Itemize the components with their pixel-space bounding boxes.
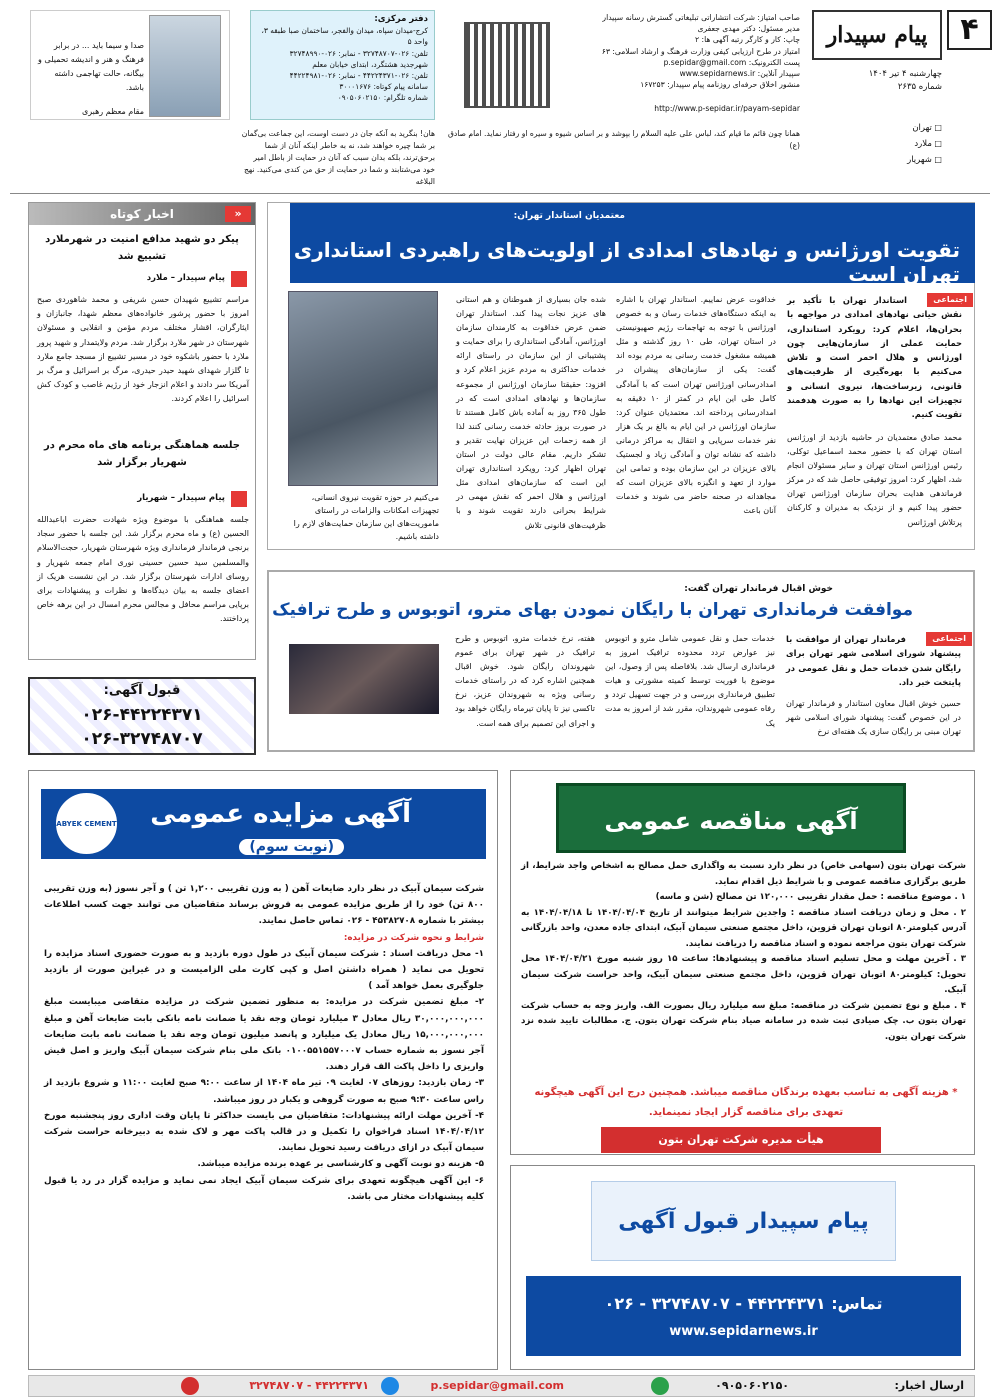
article-column: محمد صادق معتمدیان در حاشیه بازدید از اورژانس استان تهران که با حضور محمد اسماعیل توکلی، رئیس اورژانس استان تهران و سایر مسئولان انجام شد، اظهار کرد: امروز توفیقی حاصل شد که در مرکز فرماندهی هدایت بحران سازمان اورژانس تهران حضور پیدا کنیم و از نزدیک به مدیران و کارکنان پرتلاش اورژانس: [787, 433, 962, 527]
ads-contact-box: [28, 677, 256, 755]
news-headline[interactable]: جلسه هماهنگی برنامه های ماه محرم در شهریار برگزار شد: [43, 440, 241, 468]
page-number: ۴: [947, 10, 992, 50]
chevron-icon: «: [225, 206, 251, 222]
imprint-line: صاحب امتیاز: شرکت انتشاراتی تبلیغاتی گسترش رسانه سپیدار: [602, 13, 800, 22]
news-headline[interactable]: پیکر دو شهید مدافع امنیت در شهرملارد تشییع شد: [45, 234, 239, 262]
auction-conditions-title: شرایط و نحوه شرکت در مزایده:: [343, 932, 484, 943]
advertise-website[interactable]: www.sepidarnews.ir: [669, 1324, 818, 1339]
short-news-sidebar: [28, 202, 256, 660]
qr-code-icon: [464, 22, 550, 108]
imprint-line: پست الکترونیک: p.sepidar@gmail.com: [663, 57, 800, 67]
sidebar-title: اخبار کوتاه: [110, 207, 174, 221]
company-logo-icon: ABYEK CEMENT: [54, 791, 119, 856]
article-kicker: معتمدیان استاندار تهران:: [513, 211, 625, 221]
website-line[interactable]: http://www.p-sepidar.ir/payam-sepidar: [654, 104, 800, 113]
auction-paragraph: ۱- محل دریافت اسناد : شرکت سیمان آبیک در طول دوره بازدید و به صورت حضوری اسناد مزایده را تحویل می نماید ( همراه داشتن اصل و کپی کارت ملی الزامیست و در غیراین صورت از بازدید جلوگیری بعمل خواهد آمد ): [44, 948, 484, 992]
article-emergency: [267, 202, 975, 550]
article-title[interactable]: موافقت فرمانداری تهران با رایگان نمودن بهای مترو، اتوبوس و طرح ترافیک: [272, 600, 913, 620]
office-line: شهرجدید هشتگرد، ابتدای خیابان معلم: [312, 59, 428, 69]
office-line: کرج-میدان سپاه، میدان والفجر، ساختمان صبا طبقه ۳، واحد ۵: [261, 26, 428, 47]
imprint-line: چاپ: کار و کارگر رتبه آگهی ها: ۲: [695, 35, 800, 45]
article-header: [290, 203, 975, 286]
auction-title: آگهی مزایده عمومی: [150, 799, 411, 829]
tender-paragraph: شرکت تهران بتون (سهامی خاص) در نظر دارد نسبت به واگذاری حمل مصالح به اشخاص واجد شرایط، از طریق برگزاری مناقصه عمومی و با شرایط ذیل اقدام نماید.: [521, 861, 966, 887]
footer-phones[interactable]: ۴۴۲۲۴۳۷۱ - ۳۲۷۴۸۷۰۷: [249, 1379, 369, 1392]
auction-paragraph: شرکت سیمان آبیک در نظر دارد ضایعات آهن ( به وزن تقریبی ۱,۲۰۰ تن ) و آجر نسوز (به وزن تقریبی ۸۰۰ تن) خود را از طریق مزایده عمومی به فروش برساند متقاضیان می توانند جهت کسب اطلاعات بیشتر با شماره ۴۵۳۸۲۷۰۸ - ۰۲۶ تماس حاصل نمایند.: [44, 884, 484, 927]
quote-text: صدا و سیما باید ... در برابر فرهنگ و هنر و اندیشه تحمیلی و بیگانه، حالت تهاجمی داشته باشد.: [38, 41, 144, 92]
tender-paragraph: ۴ . مبلغ و نوع تضمین شرکت در مناقصه: مبلغ سه میلیارد ریال بصورت الف. واریز وجه به حساب شرکت تهران بتون ب. چک صیادی ثبت شده در سامانه صیاد بنام شرکت تهران بتون. ج. مطالبات تایید شده نزد شرکت تهران بتون.: [521, 1000, 966, 1042]
email-link[interactable]: p.sepidar@gmail.com: [430, 1379, 564, 1392]
section-badge: اجتماعی: [927, 293, 973, 307]
city-list: [812, 120, 942, 168]
auction-ad: [28, 770, 498, 1370]
city-item: □ تهران: [812, 120, 942, 136]
hadith-quote: همانا چون قائم ما قیام کند، لباس علی علیه السلام را بپوشد و بر اساس شیوه و سیره او رفتار نماید. امام صادق (ع): [447, 129, 800, 150]
tender-ad: [510, 770, 975, 1155]
news-submission-bar: [28, 1375, 975, 1397]
article-transport: [267, 570, 975, 752]
tender-paragraph: ۱ . موضوع مناقصه : حمل مقدار تقریبی ۱۲۰,۰۰۰ تن مصالح (شن و ماسه): [655, 892, 966, 902]
auction-subtitle: (نوبت سوم): [237, 837, 346, 857]
arrow-icon: [231, 271, 247, 287]
auction-paragraph: ۵- هزینه دو نوبت آگهی و کارشناسی بر عهده برنده مزایده میباشد.: [197, 1159, 484, 1170]
section-badge: اجتماعی: [926, 632, 972, 646]
article-lead: فرماندار تهران از موافقت با پیشنهاد شورای اسلامی شهر تهران برای رایگان شدن خدمات حمل و نقل عمومی در پایتخت خبر داد.: [786, 634, 961, 687]
phone-icon: [181, 1377, 199, 1395]
imprint-line: سپیدار آنلاین: www.sepidarnews.ir: [679, 69, 800, 79]
office-info: [250, 10, 435, 120]
newspaper-logo: پیام سپیدار: [812, 10, 942, 60]
news-body: جلسه هماهنگی با موضوع ویژه شهادت حضرت اباعبدالله الحسین (ع) و ماه محرم برگزار شد. این جلسه با حضور سجاد برنجی فرماندار فرمانداری ویژه شهرستان شهریار، حجت‌الاسلام والمسلمین سید حسین حسینی نوری امام جمعه شهریار و روسای ادارات شهرستان برگزار شد. در این نشست هریک از اعضای جلسه به بیان دیدگاه‌ها و نظرات و پیشنهادات برای برپایی مراسم محافل و مجالس محرم امسال در این برهه خاص پرداختند.: [37, 515, 249, 624]
article-column: شده جان بسیاری از هموطنان و هم استانی های عزیز نجات پیدا کند. استاندار تهران ضمن عرض خداقوت به کارمندان سازمان اورژانس، آمادگی استانداری را برای حمایت و پشتیبانی از این سازمان در راستای ارائه خدمات حداکثری به مردم عزیز اعلام کرد و افزود: حقیقتا سازمان اورژانس از مجموعه سازمان‌ها و نهادهای امدادی است که در طول ۳۶۵ روز به آماده باش کامل هستند تا در صورت بروز حادثه خدمت رسانی کنند لذا از همه زحمات این عزیزان نهایت تقدیر و تشکر داریم. مقام عالی دولت در استان تهران اظهار کرد: رویکرد استانداری تهران این است که سازمان‌های امدادی مثل اورژانس و هلال احمر که نقش مهمی در شرایط بحرانی دارند تقویت شوند و با ظرفیت‌های قانونی تلاش: [456, 295, 607, 530]
telegram-number[interactable]: ۰۹۰۵۰۶۰۲۱۵۰: [715, 1379, 789, 1392]
office-title: دفتر مرکزی:: [374, 14, 428, 24]
imprint-line: امتیاز در طرح ارزیابی کیفی وزارت فرهنگ و ارشاد اسلامی: ۶۳: [601, 46, 800, 56]
masthead: [0, 0, 1000, 195]
advertise-logo: پیام سپیدار قبول آگهی: [591, 1181, 896, 1261]
news-source-label: پیام سپیدار – شهریار: [137, 493, 225, 503]
auction-paragraph: ۲- مبلغ تضمین شرکت در مزایده: به منظور تضمین شرکت در مزایده متقاضی میبایست مبلغ ۳۰,۰۰۰,۰۰۰,۰۰۰ ریال معادل ۳ میلیارد تومان وجه نقد یا ضمانت نامه بانکی بابت ضایعات آهن و مبلغ ۱۵,۰۰۰,۰۰۰,۰۰۰ ریال معادل یک میلیارد و پانصد میلیون تومان وجه نقد یا ضمانت نامه بابت ضایعات آجر نسوز به شماره حساب ۰۱۰۰۵۵۱۵۵۷۰۰۰۷ بانک ملی بنام شرکت سیمان آبیک واریز و اصل فیش واریزی را داخل پاکت الف قرار دهند.: [44, 997, 484, 1073]
ads-phone: ۰۲۶-۳۲۷۴۸۷۰۷: [81, 729, 203, 749]
governor-photo: [288, 291, 439, 541]
leader-photo: [149, 15, 221, 117]
issue-number: شماره ۲۶۳۵: [897, 82, 942, 92]
browser-icon: [381, 1377, 399, 1395]
auction-paragraph: ۶- این آگهی هیچگونه تعهدی برای شرکت سیمان آبیک ایجاد نمی نماید و مزایده گزار در رد یا قبول کلیه پیشنهادات مختار می باشد.: [44, 1175, 484, 1202]
tender-body: [521, 859, 966, 1045]
imprint-line: مدیر مسئول: دکتر مهدی جعفری: [697, 24, 800, 34]
article-kicker: خوش اقبال فرماندار تهران گفت:: [684, 584, 833, 594]
city-item: □ ملارد: [812, 136, 942, 152]
hadith-quote: هان! بنگرید به آنکه جان در دست اوست، این جماعت بی‌گمان بر شما چیره خواهند شد، نه به خاطر اینکه آنان از شما برحق‌ترند، بلکه بدان سبب که آنان در حمایت از باطل امیر خود می‌شتابند و شما در حمایت از حق من کندی می‌کنید. نهج البلاغه: [241, 129, 435, 186]
advertise-contact-bar: [526, 1276, 961, 1356]
tender-paragraph: ۳ . آخرین مهلت و محل تسلیم اسناد مناقصه و پیشنهادها: ساعت ۱۵ روز شنبه مورخ ۱۴۰۴/۰۴/۲۱ محل تحویل: کیلومتر۸۰ اتوبان تهران قزوین، داخل مجتمع صنعتی سیمان آبیک، واحد حراست شرکت سیمان آبیک.: [521, 954, 966, 995]
article-column: خدمات حمل و نقل عمومی شامل مترو و اتوبوس نیز عوارض تردد محدوده ترافیک امروز به فرمانداری ارسال شد. بلافاصله پس از وصول، این موضوع با فوریت توسط کمیته مشورتی و هیات تطبیق فرمانداری بررسی و در جهت تسهیل تردد و رفاه عمومی شهروندان، مقرر شد از امروز به مدت یک: [605, 634, 775, 728]
sidebar-title-bar: [29, 203, 255, 225]
whatsapp-icon: [651, 1377, 669, 1395]
city-item: □ شهریار: [812, 152, 942, 168]
article-title[interactable]: تقویت اورژانس و نهادهای امدادی از اولویت‌های راهبردی استانداری تهران است: [293, 238, 960, 286]
news-body: مراسم تشییع شهیدان حسن شریفی و محمد شاهوردی صبح امروز با حضور پرشور خانواده‌های معظم شهدا، جانبازان و ایثارگران، اقشار مختلف مردم مؤمن و انقلابی و مسئولان شهرستان در شهر ملارد برگزار شد. مردم ولایتمدار و شهید پرور ملارد با حضور باشکوه خود در مسیر تشییع از مسجد جامع ملارد تا گلزار شهدای شهید حیدر حیدری، مرگ بر اسرائیل و مرگ بر آمریکا سر دادند و اعلام انزجار خود از رژیم غاصب و کودک کش اسرائیل را اعلام کردند.: [37, 295, 249, 404]
date: چهارشنبه ۴ تیر ۱۴۰۴: [868, 69, 942, 79]
article-column: حسین خوش اقبال معاون استاندار و فرماندار تهران در این خصوص گفت: پیشنهاد شورای اسلامی شهر تهران مبنی بر رایگان سازی یک هفته‌ای نرخ: [786, 699, 961, 737]
news-source-label: پیام سپیدار – ملارد: [146, 273, 225, 283]
imprint-line: منشور اخلاق حرفه‌ای روزنامه پیام سپیدار: ۱۶۷۲۵۳: [640, 80, 800, 90]
tender-paragraph: ۲ . محل و زمان دریافت اسناد مناقصه : واجدین شرایط میتوانند از تاریخ ۱۴۰۴/۰۴/۰۴ تا ۱۴۰۴/۰۴/۱۸ به آدرس کیلومتر۸۰ اتوبان تهران قزوین، داخل مجتمع صنعتی سیمان آبیک، ابتدای جاده معدن، واحد بازرگانی شرکت تهران بتون مراجعه نموده و اسناد مناقصه را دریافت نمایند.: [521, 907, 967, 949]
imprint: [560, 12, 800, 90]
tender-title: آگهی مناقصه عمومی: [556, 783, 906, 853]
office-line: تلفن: ۰۲۶-۳۲۷۴۸۷۰۷ - نمابر: ۰۲۶-۳۲۷۴۸۹۹۰: [289, 48, 428, 58]
office-line: شماره تلگرام: ۰۹۰۵۰۶۰۲۱۵۰: [337, 93, 428, 103]
tender-note: * هزینه آگهی به تناسب بعهده برندگان مناقصه میباشد. همچنین درج این آگهی هیچگونه تعهدی برای مناقصه گزار ایجاد نمینماید.: [534, 1087, 958, 1118]
news-source: [125, 273, 245, 283]
photo-caption-text: می‌کنیم در حوزه تقویت نیروی انسانی، تجهیزات امکانات والزامات در راستای ماموریت‌های این سازمان حمایت‌های لازم را داشته باشیم.: [293, 493, 439, 541]
article-column: خداقوت عرض نماییم. استاندار تهران با اشاره به اینکه دستگاه‌های خدمات رسان و به خصوص اورژانس با توجه به تهاجمات رژیم صهیونیستی در استان تهران، طی ۱۰ روز گذشته و مثل همیشه مشغول خدمت رسانی به مردم بوده اند گفت: یکی از سازمان‌های پیشران در امدادرسانی اورژانس تهران است که با آمادگی کامل طی این ایام در کمتر از ۱۰ دقیقه به امدادرسانی پرداخته اند. معتمدیان عنوان کرد: سازمان اورژانس در این ایام به بالغ بر یک هزار نفر خدمات سرپایی و انتقال به مراکز درمانی داشته که نشانه توان و آمادگی زیاد و لجستیک بالای عزیزان در این سازمان بوده و تمامی این موارد از تعهد و انگیزه بالای عزیزان است که مجاهدانه در صحنه حاضر می شوند و خدمات آنان باعث: [616, 295, 776, 516]
governor-photo: [289, 644, 439, 714]
auction-paragraph: ۳- زمان بازدید: روزهای ۰۷ لغایت ۰۹ تیر ماه ۱۴۰۴ از ساعت ۹:۰۰ صبح لغایت ۱۱:۰۰ و شروع بازدید از راس ساعت ۹:۳۰ صبح به صورت گروهی و یکبار در روز میباشد.: [44, 1078, 485, 1105]
article-lead: استاندار تهران با تأکید بر نقش حیاتی نهادهای امدادی در مواجهه با بحران‌ها، اعلام کرد: رویکرد استانداری، حمایت عملی از سازمان‌هایی چون اورژانس و هلال احمر است و تلاش می‌کنیم با بهره‌گیری از ظرفیت‌های قانونی، زیرساخت‌ها، نیروی انسانی و تجهیزات این نهادها را به صورت هدفمند تقویت کنیم.: [787, 295, 962, 420]
article-column: هفته، نرخ خدمات مترو، اتوبوس و طرح ترافیک در شهر تهران برای عموم شهروندان رایگان شود. خوش اقبال همچنین اشاره کرد که در راستای خدمات رسانی ویژه به شهروندان عزیز، نرخ تاکسی نیز تا پایان تیرماه رایگان خواهد بود و اجرای این تصمیم برای همه است.: [455, 634, 595, 728]
submission-label: ارسال اخبار:: [894, 1379, 964, 1392]
divider: [10, 193, 990, 194]
tender-signature: هیأت مدیره شرکت تهران بتون: [601, 1127, 881, 1153]
date-line: [812, 68, 942, 94]
auction-body: [44, 881, 484, 1205]
advertise-phone: تماس: ۴۴۲۲۴۳۷۱ - ۳۲۷۴۸۷۰۷ - ۰۲۶: [604, 1294, 883, 1313]
ads-title: قبول آگهی:: [103, 683, 181, 698]
advertise-box: [510, 1165, 975, 1370]
office-line: تلفن: ۰۲۶-۴۴۲۲۴۳۷۱ - نمابر: ۰۲۶-۴۴۲۲۴۹۸۱: [289, 71, 428, 81]
ads-phone: ۰۲۶-۴۴۲۲۴۳۷۱: [81, 705, 203, 725]
quote-source: مقام معظم رهبری: [81, 107, 144, 116]
leader-quote-box: [30, 10, 230, 120]
auction-paragraph: ۴- آخرین مهلت ارائه پیشنهادات: متقاضیان می بایست حداکثر تا پایان وقت اداری روز پنجشنبه مورخ ۱۴۰۴/۰۴/۱۲ اسناد فراخوان را تکمیل و در قالب پاکت مهر و لاک شده به دبیرخانه حراست شرکت سیمان آبیک در ازای دریافت رسید تحویل نمایند.: [44, 1110, 484, 1154]
news-source: [125, 493, 245, 503]
arrow-icon: [231, 491, 247, 507]
office-line: سامانه پیام کوتاه: ۳۰۰۰۱۶۷۶: [339, 82, 428, 92]
